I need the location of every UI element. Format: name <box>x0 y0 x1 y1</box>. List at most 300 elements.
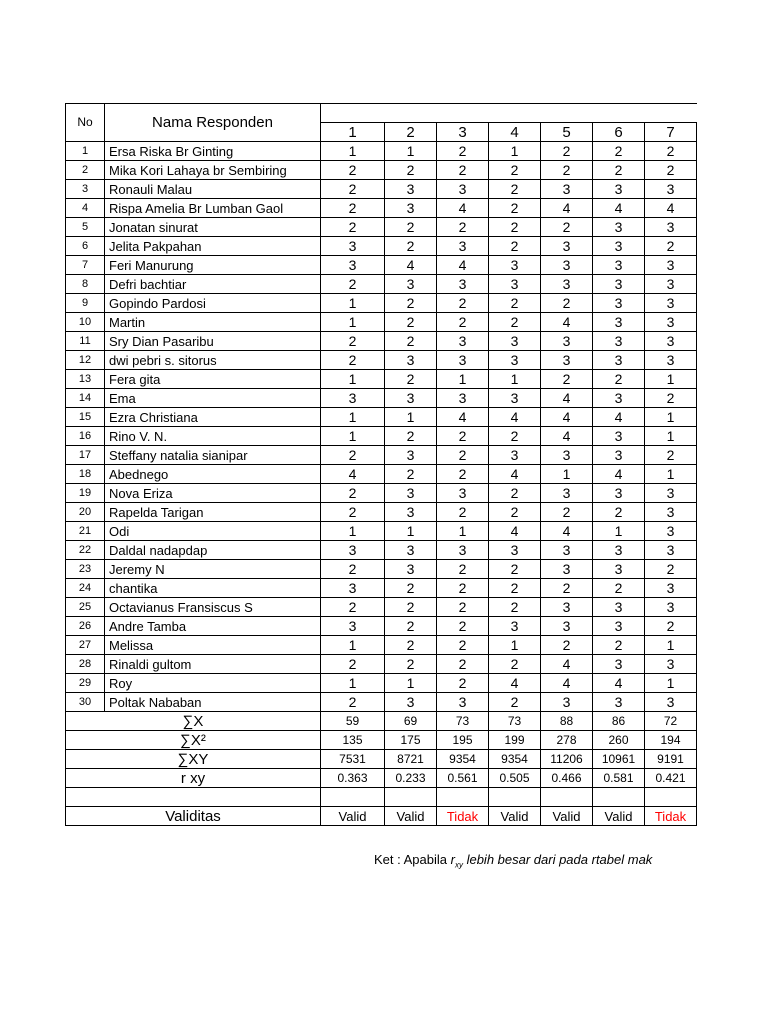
score-cell: 2 <box>385 218 437 237</box>
score-cell: 1 <box>645 636 697 655</box>
score-cell: 3 <box>385 503 437 522</box>
score-cell: 3 <box>645 655 697 674</box>
score-cell: 3 <box>541 237 593 256</box>
score-cell: 3 <box>593 180 645 199</box>
respondent-name: Steffany natalia sianipar <box>105 446 321 465</box>
score-cell: 3 <box>541 598 593 617</box>
stat-value: 88 <box>541 712 593 731</box>
score-cell: 2 <box>321 218 385 237</box>
score-cell: 3 <box>541 256 593 275</box>
table-row <box>66 446 697 465</box>
table-row <box>66 389 697 408</box>
item-column-header: 4 <box>489 123 541 142</box>
score-cell: 2 <box>541 294 593 313</box>
score-cell: 1 <box>645 370 697 389</box>
score-cell: 3 <box>385 180 437 199</box>
score-cell: 1 <box>385 142 437 161</box>
table-row <box>66 636 697 655</box>
score-cell: 3 <box>541 560 593 579</box>
score-cell: 3 <box>593 427 645 446</box>
score-cell: 4 <box>541 199 593 218</box>
score-cell: 2 <box>489 560 541 579</box>
score-cell: 2 <box>321 693 385 712</box>
score-cell: 1 <box>321 674 385 693</box>
score-cell: 2 <box>437 655 489 674</box>
respondent-name: Poltak Nababan <box>105 693 321 712</box>
stats-row <box>66 750 697 769</box>
item-column-header: 5 <box>541 123 593 142</box>
score-cell: 2 <box>437 560 489 579</box>
score-cell: 2 <box>385 636 437 655</box>
score-cell: 1 <box>489 142 541 161</box>
score-cell: 3 <box>437 180 489 199</box>
score-cell: 3 <box>541 351 593 370</box>
stat-value: 0.233 <box>385 769 437 788</box>
row-number: 14 <box>66 389 105 408</box>
score-cell: 2 <box>437 294 489 313</box>
score-cell: 3 <box>593 218 645 237</box>
score-cell: 3 <box>437 541 489 560</box>
respondent-name: Martin <box>105 313 321 332</box>
item-column-header: 6 <box>593 123 645 142</box>
score-cell: 3 <box>321 389 385 408</box>
score-cell: 4 <box>541 427 593 446</box>
score-cell: 3 <box>489 256 541 275</box>
table-row <box>66 617 697 636</box>
score-cell: 3 <box>489 351 541 370</box>
validity-result: Tidak <box>437 807 489 826</box>
stat-label: ∑X <box>66 712 321 731</box>
score-cell: 2 <box>321 503 385 522</box>
score-cell: 2 <box>541 370 593 389</box>
stat-value: 9354 <box>437 750 489 769</box>
respondent-name: Nova Eriza <box>105 484 321 503</box>
score-cell: 2 <box>489 427 541 446</box>
score-cell: 2 <box>437 598 489 617</box>
score-cell: 2 <box>437 427 489 446</box>
score-cell: 3 <box>321 579 385 598</box>
table-row <box>66 275 697 294</box>
score-cell: 3 <box>489 332 541 351</box>
score-cell: 3 <box>541 446 593 465</box>
validity-table <box>65 103 697 826</box>
score-cell: 2 <box>385 237 437 256</box>
score-cell: 2 <box>593 636 645 655</box>
score-cell: 4 <box>541 674 593 693</box>
validity-row <box>66 807 697 826</box>
score-cell: 4 <box>541 408 593 427</box>
stat-value: 72 <box>645 712 697 731</box>
score-cell: 2 <box>489 199 541 218</box>
respondent-name: Odi <box>105 522 321 541</box>
score-cell: 1 <box>321 313 385 332</box>
row-number: 23 <box>66 560 105 579</box>
table-row <box>66 313 697 332</box>
empty-cell <box>541 788 593 807</box>
name-header: Nama Responden <box>105 104 321 142</box>
table-row <box>66 465 697 484</box>
score-cell: 1 <box>541 465 593 484</box>
score-cell: 3 <box>645 693 697 712</box>
row-number: 22 <box>66 541 105 560</box>
respondent-name: chantika <box>105 579 321 598</box>
stat-value: 73 <box>489 712 541 731</box>
stat-value: 0.363 <box>321 769 385 788</box>
stat-value: 0.505 <box>489 769 541 788</box>
respondent-name: Daldal nadapdap <box>105 541 321 560</box>
table-row <box>66 256 697 275</box>
score-cell: 4 <box>593 408 645 427</box>
score-cell: 3 <box>645 503 697 522</box>
score-cell: 2 <box>645 560 697 579</box>
stat-value: 7531 <box>321 750 385 769</box>
stat-value: 0.561 <box>437 769 489 788</box>
score-cell: 2 <box>645 389 697 408</box>
respondent-name: Andre Tamba <box>105 617 321 636</box>
respondent-name: Defri bachtiar <box>105 275 321 294</box>
score-cell: 2 <box>593 370 645 389</box>
score-cell: 3 <box>645 579 697 598</box>
table-row <box>66 484 697 503</box>
stat-value: 59 <box>321 712 385 731</box>
score-cell: 2 <box>321 655 385 674</box>
score-cell: 4 <box>541 389 593 408</box>
validity-result: Valid <box>541 807 593 826</box>
score-cell: 2 <box>321 180 385 199</box>
score-cell: 3 <box>385 693 437 712</box>
table-row <box>66 560 697 579</box>
score-cell: 3 <box>593 655 645 674</box>
score-cell: 2 <box>437 465 489 484</box>
score-cell: 2 <box>437 674 489 693</box>
score-cell: 4 <box>593 199 645 218</box>
respondent-name: Roy <box>105 674 321 693</box>
score-cell: 3 <box>541 693 593 712</box>
respondent-name: Feri Manurung <box>105 256 321 275</box>
score-cell: 3 <box>541 541 593 560</box>
score-cell: 2 <box>593 142 645 161</box>
item-column-header: 7 <box>645 123 697 142</box>
empty-cell <box>321 788 385 807</box>
stat-label: ∑X² <box>66 731 321 750</box>
stat-value: 69 <box>385 712 437 731</box>
validity-result: Valid <box>385 807 437 826</box>
score-cell: 3 <box>645 541 697 560</box>
stat-value: 0.466 <box>541 769 593 788</box>
stat-value: 194 <box>645 731 697 750</box>
stat-value: 9191 <box>645 750 697 769</box>
table-row <box>66 237 697 256</box>
respondent-name: dwi pebri s. sitorus <box>105 351 321 370</box>
score-cell: 1 <box>437 370 489 389</box>
table-row <box>66 503 697 522</box>
score-cell: 3 <box>437 351 489 370</box>
row-number: 7 <box>66 256 105 275</box>
score-cell: 2 <box>541 218 593 237</box>
table-row <box>66 351 697 370</box>
score-cell: 2 <box>321 598 385 617</box>
score-cell: 2 <box>541 579 593 598</box>
stats-row <box>66 712 697 731</box>
validity-result: Valid <box>321 807 385 826</box>
score-cell: 3 <box>385 541 437 560</box>
score-cell: 2 <box>489 693 541 712</box>
score-cell: 3 <box>489 541 541 560</box>
score-cell: 3 <box>489 275 541 294</box>
item-column-header: 3 <box>437 123 489 142</box>
validity-result: Valid <box>593 807 645 826</box>
score-cell: 2 <box>541 161 593 180</box>
score-cell: 4 <box>385 256 437 275</box>
score-cell: 2 <box>489 294 541 313</box>
score-cell: 3 <box>593 389 645 408</box>
score-cell: 3 <box>437 332 489 351</box>
score-cell: 3 <box>593 275 645 294</box>
respondent-name: Gopindo Pardosi <box>105 294 321 313</box>
stat-value: 73 <box>437 712 489 731</box>
score-cell: 3 <box>593 237 645 256</box>
row-number: 2 <box>66 161 105 180</box>
empty-cell <box>66 788 321 807</box>
score-cell: 2 <box>489 655 541 674</box>
row-number: 1 <box>66 142 105 161</box>
score-cell: 4 <box>489 408 541 427</box>
score-cell: 3 <box>593 693 645 712</box>
empty-cell <box>385 788 437 807</box>
row-number: 4 <box>66 199 105 218</box>
item-column-header: 1 <box>321 123 385 142</box>
respondent-name: Octavianus Fransiscus S <box>105 598 321 617</box>
score-cell: 3 <box>593 446 645 465</box>
empty-row <box>66 788 697 807</box>
respondent-name: Ezra Christiana <box>105 408 321 427</box>
score-cell: 2 <box>645 446 697 465</box>
score-cell: 3 <box>593 256 645 275</box>
respondent-name: Abednego <box>105 465 321 484</box>
score-cell: 2 <box>593 579 645 598</box>
score-cell: 3 <box>593 484 645 503</box>
table-row <box>66 332 697 351</box>
score-cell: 2 <box>489 484 541 503</box>
score-cell: 2 <box>321 351 385 370</box>
score-cell: 3 <box>385 199 437 218</box>
score-cell: 3 <box>645 180 697 199</box>
footnote: Ket : Apabila $r_{xy}$ lebih besar dari pada rtabel mak <box>374 852 653 870</box>
score-cell: 2 <box>489 313 541 332</box>
score-cell: 3 <box>645 598 697 617</box>
score-cell: 2 <box>385 598 437 617</box>
score-cell: 3 <box>541 180 593 199</box>
score-cell: 3 <box>593 541 645 560</box>
respondent-name: Jeremy N <box>105 560 321 579</box>
row-number: 29 <box>66 674 105 693</box>
table-row <box>66 142 697 161</box>
score-cell: 3 <box>645 218 697 237</box>
score-cell: 4 <box>437 199 489 218</box>
row-number: 26 <box>66 617 105 636</box>
score-cell: 3 <box>385 484 437 503</box>
score-cell: 1 <box>645 427 697 446</box>
stat-value: 8721 <box>385 750 437 769</box>
table-row <box>66 180 697 199</box>
score-cell: 3 <box>437 484 489 503</box>
row-number: 28 <box>66 655 105 674</box>
score-cell: 1 <box>437 522 489 541</box>
table-row <box>66 161 697 180</box>
score-cell: 3 <box>593 617 645 636</box>
stat-value: 10961 <box>593 750 645 769</box>
respondent-name: Sry Dian Pasaribu <box>105 332 321 351</box>
row-number: 13 <box>66 370 105 389</box>
score-cell: 2 <box>385 161 437 180</box>
respondent-name: Rapelda Tarigan <box>105 503 321 522</box>
score-cell: 2 <box>489 237 541 256</box>
validity-label: Validitas <box>66 807 321 826</box>
score-cell: 3 <box>321 256 385 275</box>
score-cell: 2 <box>437 313 489 332</box>
row-number: 19 <box>66 484 105 503</box>
row-number: 20 <box>66 503 105 522</box>
score-cell: 2 <box>321 161 385 180</box>
table-row <box>66 693 697 712</box>
score-cell: 2 <box>437 579 489 598</box>
score-cell: 2 <box>437 218 489 237</box>
score-cell: 4 <box>541 522 593 541</box>
stat-value: 0.421 <box>645 769 697 788</box>
score-cell: 2 <box>645 142 697 161</box>
score-cell: 1 <box>489 370 541 389</box>
row-number: 10 <box>66 313 105 332</box>
row-number: 21 <box>66 522 105 541</box>
score-cell: 2 <box>321 275 385 294</box>
score-cell: 4 <box>489 522 541 541</box>
row-number: 8 <box>66 275 105 294</box>
score-cell: 3 <box>489 617 541 636</box>
respondent-name: Mika Kori Lahaya br Sembiring <box>105 161 321 180</box>
table-row <box>66 674 697 693</box>
score-cell: 3 <box>645 275 697 294</box>
stat-value: 86 <box>593 712 645 731</box>
respondent-name: Melissa <box>105 636 321 655</box>
table-row <box>66 427 697 446</box>
header-row-top <box>66 104 697 123</box>
empty-cell <box>489 788 541 807</box>
score-cell: 2 <box>593 503 645 522</box>
score-cell: 2 <box>437 161 489 180</box>
row-number: 9 <box>66 294 105 313</box>
score-cell: 2 <box>437 617 489 636</box>
score-cell: 1 <box>489 636 541 655</box>
validity-result: Tidak <box>645 807 697 826</box>
stats-row <box>66 731 697 750</box>
score-cell: 2 <box>645 237 697 256</box>
score-cell: 3 <box>645 484 697 503</box>
stat-value: 278 <box>541 731 593 750</box>
score-cell: 3 <box>645 294 697 313</box>
score-cell: 3 <box>593 598 645 617</box>
score-cell: 3 <box>437 389 489 408</box>
score-cell: 2 <box>645 617 697 636</box>
score-cell: 4 <box>541 655 593 674</box>
row-number: 11 <box>66 332 105 351</box>
score-cell: 2 <box>489 218 541 237</box>
score-cell: 4 <box>489 674 541 693</box>
score-cell: 2 <box>321 199 385 218</box>
score-cell: 2 <box>541 636 593 655</box>
score-cell: 1 <box>645 674 697 693</box>
respondent-name: Fera gita <box>105 370 321 389</box>
table-row <box>66 218 697 237</box>
score-cell: 2 <box>385 313 437 332</box>
respondent-name: Ema <box>105 389 321 408</box>
score-cell: 2 <box>385 655 437 674</box>
score-cell: 3 <box>437 275 489 294</box>
score-cell: 1 <box>321 636 385 655</box>
score-cell: 3 <box>437 693 489 712</box>
row-number: 25 <box>66 598 105 617</box>
score-cell: 3 <box>593 351 645 370</box>
score-cell: 3 <box>541 617 593 636</box>
stat-value: 199 <box>489 731 541 750</box>
empty-cell <box>437 788 489 807</box>
score-cell: 2 <box>385 294 437 313</box>
respondent-name: Ersa Riska Br Ginting <box>105 142 321 161</box>
score-cell: 3 <box>541 484 593 503</box>
score-cell: 1 <box>321 427 385 446</box>
score-cell: 3 <box>321 541 385 560</box>
score-cell: 2 <box>385 617 437 636</box>
item-column-header: 2 <box>385 123 437 142</box>
stat-value: 260 <box>593 731 645 750</box>
score-cell: 3 <box>489 446 541 465</box>
validity-result: Valid <box>489 807 541 826</box>
score-cell: 4 <box>437 256 489 275</box>
score-cell: 4 <box>437 408 489 427</box>
empty-cell <box>645 788 697 807</box>
score-cell: 2 <box>489 503 541 522</box>
score-cell: 1 <box>645 408 697 427</box>
score-cell: 2 <box>321 484 385 503</box>
score-cell: 2 <box>437 503 489 522</box>
score-cell: 4 <box>321 465 385 484</box>
respondent-name: Ronauli Malau <box>105 180 321 199</box>
table-row <box>66 541 697 560</box>
score-cell: 3 <box>645 522 697 541</box>
score-cell: 4 <box>593 674 645 693</box>
score-cell: 1 <box>321 142 385 161</box>
table-row <box>66 199 697 218</box>
row-number: 17 <box>66 446 105 465</box>
score-cell: 3 <box>593 560 645 579</box>
table-row <box>66 370 697 389</box>
table-row <box>66 579 697 598</box>
score-cell: 3 <box>541 275 593 294</box>
row-number: 27 <box>66 636 105 655</box>
score-cell: 2 <box>385 465 437 484</box>
score-cell: 2 <box>489 180 541 199</box>
score-cell: 2 <box>385 332 437 351</box>
score-cell: 2 <box>321 560 385 579</box>
score-cell: 4 <box>541 313 593 332</box>
score-cell: 1 <box>321 294 385 313</box>
score-cell: 2 <box>645 161 697 180</box>
stat-value: 195 <box>437 731 489 750</box>
score-cell: 1 <box>321 522 385 541</box>
score-cell: 3 <box>645 351 697 370</box>
score-cell: 3 <box>645 256 697 275</box>
stats-row <box>66 769 697 788</box>
score-cell: 2 <box>541 503 593 522</box>
